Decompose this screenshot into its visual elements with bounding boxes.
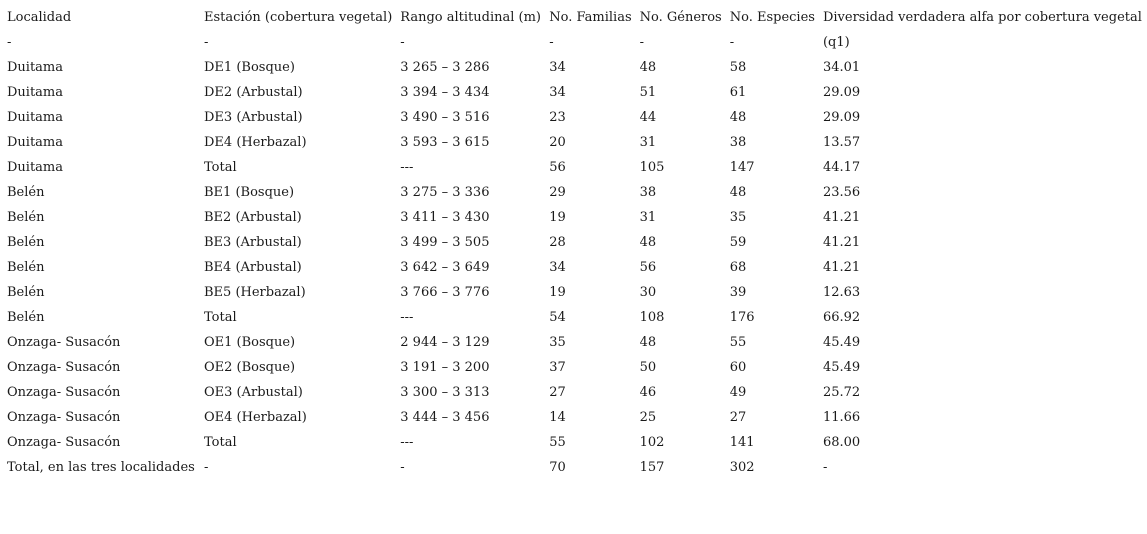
cell-especies: 49 [729,385,747,400]
cell-rango: 3 593 – 3 615 [400,135,490,150]
table-row [3,455,1147,480]
cell-estacion: DE3 (Arbustal) [204,110,303,125]
cell-familias: 35 [549,335,566,350]
cell-familias: 19 [549,210,566,225]
cell-localidad: Onzaga- Susacón [7,360,121,375]
cell-rango: --- [400,310,414,325]
cell-localidad: Duitama [7,160,64,175]
table-row [3,355,1147,380]
cell-especies: 61 [729,85,747,100]
table-row [3,30,1147,55]
cell-familias: 23 [549,110,566,125]
cell-rango: 3 766 – 3 776 [400,285,490,300]
cell-especies: - [729,35,735,50]
table-row [3,80,1147,105]
cell-estacion: BE1 (Bosque) [204,185,295,200]
cell-rango: --- [400,435,414,450]
table-row [3,155,1147,180]
cell-familias: 34 [549,60,566,75]
cell-generos: 46 [639,385,657,400]
cell-especies: 39 [729,285,747,300]
cell-familias: 29 [549,185,566,200]
cell-familias: 54 [549,310,566,325]
cell-generos: 31 [639,210,657,225]
header-generos: No. Géneros [639,10,722,25]
cell-localidad: Duitama [7,135,64,150]
cell-rango: - [400,35,405,50]
species-diversity-table [3,5,1147,480]
cell-generos: 38 [639,185,657,200]
cell-especies: 60 [729,360,747,375]
table-body [3,5,1147,480]
cell-diversidad: 41.21 [822,260,861,275]
cell-localidad: Onzaga- Susacón [7,435,121,450]
cell-diversidad: 34.01 [822,60,861,75]
cell-rango: 3 499 – 3 505 [400,235,490,250]
cell-especies: 48 [729,185,747,200]
header-diversidad-alfa: Diversidad verdadera alfa por cobertura vegetal [822,10,1142,25]
cell-estacion: - [204,35,209,50]
cell-diversidad: 29.09 [822,110,861,125]
cell-estacion: OE1 (Bosque) [204,335,296,350]
header-rango-altitudinal: Rango altitudinal (m) [400,10,542,25]
table-row [3,230,1147,255]
table-row [3,180,1147,205]
cell-estacion: DE1 (Bosque) [204,60,295,75]
cell-localidad: Belén [7,185,45,200]
header-localidad: Localidad [7,10,72,25]
cell-especies: 68 [729,260,747,275]
cell-especies: 147 [729,160,755,175]
cell-familias: 20 [549,135,566,150]
cell-familias: 34 [549,260,566,275]
cell-generos: 51 [639,85,657,100]
cell-familias: 19 [549,285,566,300]
cell-rango: 3 275 – 3 336 [400,185,490,200]
cell-generos: 50 [639,360,657,375]
cell-especies: 48 [729,110,747,125]
cell-diversidad: 45.49 [822,335,861,350]
cell-especies: 35 [729,210,747,225]
cell-diversidad: - [822,460,828,475]
table-row [3,280,1147,305]
cell-localidad: Belén [7,285,45,300]
cell-familias: 27 [549,385,566,400]
cell-diversidad: 68.00 [822,435,861,450]
table-header-row [3,5,1147,30]
cell-rango: 3 444 – 3 456 [400,410,490,425]
cell-localidad: Onzaga- Susacón [7,335,121,350]
cell-diversidad: 12.63 [822,285,861,300]
cell-rango: 3 191 – 3 200 [400,360,490,375]
cell-generos: 102 [639,435,665,450]
cell-generos: 31 [639,135,657,150]
cell-especies: 55 [729,335,747,350]
cell-especies: 141 [729,435,755,450]
header-estacion: Estación (cobertura vegetal) [204,10,393,25]
cell-localidad: Onzaga- Susacón [7,385,121,400]
cell-localidad: Duitama [7,60,64,75]
cell-familias: 37 [549,360,566,375]
cell-diversidad: (q1) [822,35,850,50]
header-familias: No. Familias [549,10,632,25]
cell-localidad: Onzaga- Susacón [7,410,121,425]
cell-generos: 44 [639,110,657,125]
cell-localidad: Belén [7,235,45,250]
cell-estacion: OE2 (Bosque) [204,360,296,375]
cell-localidad: - [7,35,12,50]
cell-especies: 302 [729,460,755,475]
cell-generos: 157 [639,460,665,475]
cell-diversidad: 66.92 [822,310,861,325]
cell-rango: 3 300 – 3 313 [400,385,490,400]
cell-diversidad: 41.21 [822,235,861,250]
cell-especies: 59 [729,235,747,250]
cell-familias: 14 [549,410,566,425]
cell-diversidad: 11.66 [822,410,861,425]
cell-diversidad: 25.72 [822,385,861,400]
cell-rango: 3 411 – 3 430 [400,210,490,225]
cell-localidad: Total, en las tres localidades [7,460,195,475]
cell-diversidad: 13.57 [822,135,861,150]
table-row [3,105,1147,130]
cell-estacion: BE3 (Arbustal) [204,235,302,250]
cell-generos: 108 [639,310,665,325]
cell-familias: 70 [549,460,566,475]
cell-estacion: OE3 (Arbustal) [204,385,303,400]
cell-estacion: OE4 (Herbazal) [204,410,307,425]
cell-localidad: Belén [7,310,45,325]
table-row [3,255,1147,280]
cell-familias: 56 [549,160,566,175]
table-row [3,330,1147,355]
cell-generos: - [639,35,645,50]
cell-estacion: BE4 (Arbustal) [204,260,302,275]
table-row [3,205,1147,230]
cell-especies: 27 [729,410,747,425]
cell-familias: 34 [549,85,566,100]
cell-generos: 30 [639,285,657,300]
cell-estacion: Total [204,160,237,175]
table-row [3,55,1147,80]
cell-familias: 28 [549,235,566,250]
cell-estacion: DE2 (Arbustal) [204,85,303,100]
cell-diversidad: 41.21 [822,210,861,225]
cell-estacion: DE4 (Herbazal) [204,135,307,150]
cell-generos: 56 [639,260,657,275]
cell-estacion: Total [204,435,237,450]
cell-rango: 3 394 – 3 434 [400,85,490,100]
cell-rango: 3 490 – 3 516 [400,110,490,125]
cell-estacion: Total [204,310,237,325]
cell-estacion: - [204,460,209,475]
cell-generos: 105 [639,160,665,175]
cell-localidad: Duitama [7,85,64,100]
cell-localidad: Belén [7,260,45,275]
cell-diversidad: 23.56 [822,185,861,200]
cell-especies: 58 [729,60,747,75]
cell-estacion: BE5 (Herbazal) [204,285,306,300]
cell-generos: 48 [639,60,657,75]
table-row [3,380,1147,405]
cell-familias: 55 [549,435,566,450]
table-row [3,430,1147,455]
table-row [3,130,1147,155]
table-row [3,305,1147,330]
cell-rango: --- [400,160,414,175]
cell-diversidad: 29.09 [822,85,861,100]
cell-generos: 48 [639,335,657,350]
cell-localidad: Duitama [7,110,64,125]
table-row [3,405,1147,430]
cell-generos: 48 [639,235,657,250]
cell-rango: 2 944 – 3 129 [400,335,490,350]
cell-generos: 25 [639,410,657,425]
cell-especies: 38 [729,135,747,150]
cell-familias: - [549,35,554,50]
cell-rango: 3 642 – 3 649 [400,260,490,275]
cell-diversidad: 45.49 [822,360,861,375]
cell-rango: 3 265 – 3 286 [400,60,490,75]
cell-rango: - [400,460,405,475]
cell-estacion: BE2 (Arbustal) [204,210,302,225]
cell-localidad: Belén [7,210,45,225]
cell-diversidad: 44.17 [822,160,861,175]
header-especies: No. Especies [729,10,815,25]
cell-especies: 176 [729,310,755,325]
